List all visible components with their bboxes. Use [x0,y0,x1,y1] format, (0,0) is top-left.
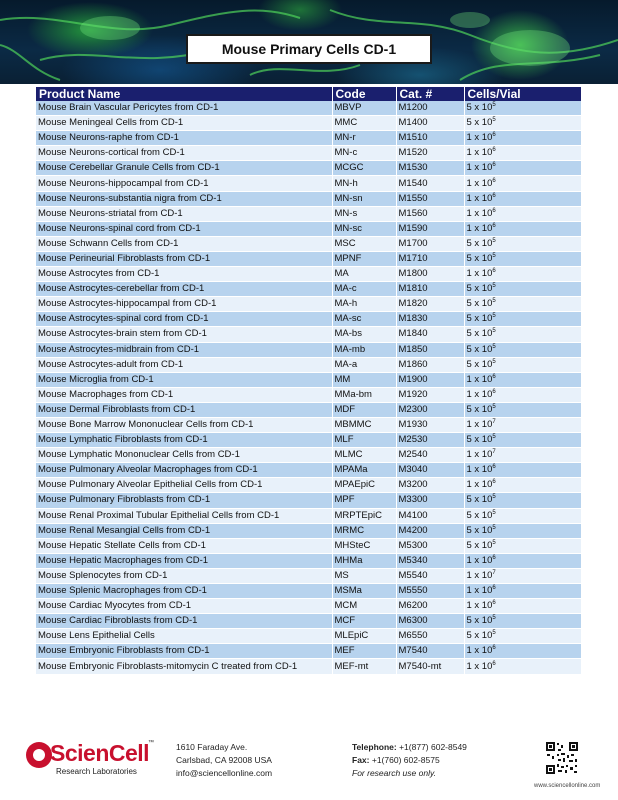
cat-number-cell: M1710 [396,251,464,266]
cat-number-cell: M6200 [396,599,464,614]
cells-per-vial-base: 1 x 10 [466,192,493,204]
table-row [36,493,581,508]
code-cell: MSC [332,236,396,251]
fax-number: +1(760) 602-8575 [371,755,440,765]
cells-per-vial-exponent: 5 [492,237,496,244]
table-row [36,297,581,312]
column-header-code: Code [332,87,396,101]
product-name-cell: Mouse Neurons-hippocampal from CD-1 [36,176,332,191]
cells-per-vial-exponent: 6 [492,207,496,214]
table-row [36,644,581,659]
column-header-cells-vial: Cells/Vial [464,87,581,101]
cells-per-vial-exponent: 5 [492,252,496,259]
code-cell: MA-h [332,297,396,312]
cells-per-vial-base: 1 x 10 [466,600,493,612]
cells-per-vial-exponent: 5 [492,509,496,516]
cells-per-vial-cell [464,327,581,342]
table-row [36,433,581,448]
code-cell: MLF [332,433,396,448]
cat-number-cell: M1810 [396,282,464,297]
code-cell: MBMMC [332,417,396,432]
code-cell: MRPTEpiC [332,508,396,523]
code-cell: MMa-bm [332,387,396,402]
cells-per-vial-exponent: 5 [492,343,496,350]
cat-number-cell: M5540 [396,568,464,583]
cells-per-vial-base: 1 x 10 [466,449,493,461]
cells-per-vial-exponent: 5 [492,615,496,622]
cells-per-vial-base: 1 x 10 [466,479,493,491]
table-row [36,101,581,116]
table-row [36,508,581,523]
cells-per-vial-exponent: 5 [492,358,496,365]
cat-number-cell: M5300 [396,538,464,553]
cells-per-vial-base: 1 x 10 [466,268,493,280]
cells-per-vial-cell [464,176,581,191]
cells-per-vial-cell [464,297,581,312]
logo-subtitle: Research Laboratories [56,767,137,776]
table-row [36,342,581,357]
cat-number-cell: M2300 [396,402,464,417]
cells-per-vial-exponent: 6 [492,645,496,652]
cells-per-vial-base: 5 x 10 [466,403,493,415]
cat-number-cell: M1830 [396,312,464,327]
cells-per-vial-cell [464,357,581,372]
cells-per-vial-exponent: 7 [492,419,496,426]
table-row [36,327,581,342]
cells-per-vial-cell [464,614,581,629]
cells-per-vial-cell [464,387,581,402]
cells-per-vial-cell [464,342,581,357]
cat-number-cell: M1540 [396,176,464,191]
product-name-cell: Mouse Astrocytes-hippocampal from CD-1 [36,297,332,312]
cells-per-vial-cell [464,221,581,236]
product-name-cell: Mouse Microglia from CD-1 [36,372,332,387]
table-row [36,599,581,614]
cells-per-vial-base: 1 x 10 [466,177,493,189]
table-row [36,206,581,221]
qr-code-icon [545,741,579,775]
code-cell: MHMa [332,553,396,568]
cat-number-cell: M1550 [396,191,464,206]
cat-number-cell: M1530 [396,161,464,176]
cells-per-vial-cell [464,161,581,176]
page-title: Mouse Primary Cells CD-1 [186,34,432,64]
cells-per-vial-base: 5 x 10 [466,615,493,627]
code-cell: MA-sc [332,312,396,327]
cat-number-cell: M6300 [396,614,464,629]
table-row [36,629,581,644]
code-cell: MN-r [332,131,396,146]
cells-per-vial-base: 5 x 10 [466,494,493,506]
cells-per-vial-cell [464,417,581,432]
cells-per-vial-cell [464,478,581,493]
cells-per-vial-cell [464,584,581,599]
header-banner [0,0,618,84]
product-name-cell: Mouse Astrocytes-midbrain from CD-1 [36,342,332,357]
cells-per-vial-cell [464,568,581,583]
cat-number-cell: M1520 [396,146,464,161]
cells-per-vial-cell [464,508,581,523]
cells-per-vial-cell [464,448,581,463]
code-cell: MM [332,372,396,387]
product-name-cell: Mouse Neurons-substantia nigra from CD-1 [36,191,332,206]
code-cell: MCF [332,614,396,629]
table-row [36,402,581,417]
cat-number-cell: M1700 [396,236,464,251]
cells-per-vial-cell [464,206,581,221]
code-cell: MDF [332,402,396,417]
product-name-cell: Mouse Neurons-cortical from CD-1 [36,146,332,161]
cells-per-vial-base: 5 x 10 [466,298,493,310]
cells-per-vial-cell [464,538,581,553]
cells-per-vial-exponent: 7 [492,569,496,576]
cells-per-vial-exponent: 6 [492,585,496,592]
cells-per-vial-cell [464,236,581,251]
code-cell: MA [332,267,396,282]
address-line-2: Carlsbad, CA 92008 USA [176,755,272,765]
logo-mark-icon [26,742,52,768]
cells-per-vial-base: 1 x 10 [466,388,493,400]
cat-number-cell: M1850 [396,342,464,357]
cells-per-vial-base: 1 x 10 [466,645,493,657]
product-name-cell: Mouse Lymphatic Mononuclear Cells from CD-1 [36,448,332,463]
cells-per-vial-cell [464,599,581,614]
table-row [36,251,581,266]
table-row [36,357,581,372]
cells-per-vial-exponent: 5 [492,630,496,637]
telephone-number: +1(877) 602-8549 [399,742,467,752]
cells-per-vial-base: 1 x 10 [466,207,493,219]
cells-per-vial-cell [464,523,581,538]
product-name-cell: Mouse Astrocytes-adult from CD-1 [36,357,332,372]
cells-per-vial-base: 5 x 10 [466,102,493,114]
table-row [36,236,581,251]
cells-per-vial-exponent: 5 [492,328,496,335]
cells-per-vial-exponent: 5 [492,494,496,501]
cells-per-vial-base: 1 x 10 [466,464,493,476]
logo-text: ScienCell [50,740,150,766]
column-header-cat: Cat. # [396,87,464,101]
contact-block [352,741,467,780]
cat-number-cell: M7540-mt [396,659,464,674]
code-cell: MPAEpiC [332,478,396,493]
cells-per-vial-base: 5 x 10 [466,524,493,536]
table-row [36,221,581,236]
cells-per-vial-cell [464,101,581,116]
code-cell: MN-sc [332,221,396,236]
code-cell: MA-mb [332,342,396,357]
product-name-cell: Mouse Neurons-striatal from CD-1 [36,206,332,221]
cat-number-cell: M3200 [396,478,464,493]
cells-per-vial-base: 1 x 10 [466,147,493,159]
product-name-cell: Mouse Pulmonary Alveolar Macrophages from CD-1 [36,463,332,478]
code-cell: MHSteC [332,538,396,553]
code-cell: MN-s [332,206,396,221]
table-row [36,478,581,493]
product-name-cell: Mouse Embryonic Fibroblasts from CD-1 [36,644,332,659]
cells-per-vial-exponent: 6 [492,132,496,139]
cells-per-vial-base: 1 x 10 [466,569,493,581]
table-row [36,387,581,402]
table-row [36,448,581,463]
website-link[interactable]: www.sciencellonline.com [534,783,601,789]
table-row [36,523,581,538]
table-row [36,176,581,191]
product-name-cell: Mouse Dermal Fibroblasts from CD-1 [36,402,332,417]
cells-per-vial-cell [464,251,581,266]
cells-per-vial-base: 1 x 10 [466,162,493,174]
code-cell: MEF-mt [332,659,396,674]
table-row [36,116,581,131]
code-cell: MPAMa [332,463,396,478]
address-line-1: 1610 Faraday Ave. [176,742,248,752]
cat-number-cell: M1200 [396,101,464,116]
product-name-cell: Mouse Cardiac Fibroblasts from CD-1 [36,614,332,629]
cells-per-vial-base: 5 x 10 [466,237,493,249]
cat-number-cell: M6550 [396,629,464,644]
table-row [36,553,581,568]
product-name-cell: Mouse Hepatic Macrophages from CD-1 [36,553,332,568]
product-name-cell: Mouse Renal Mesangial Cells from CD-1 [36,523,332,538]
cells-per-vial-base: 1 x 10 [466,373,493,385]
table-row [36,568,581,583]
code-cell: MN-c [332,146,396,161]
code-cell: MCM [332,599,396,614]
cat-number-cell: M1590 [396,221,464,236]
cat-number-cell: M4200 [396,523,464,538]
cells-per-vial-exponent: 6 [492,554,496,561]
cells-per-vial-cell [464,146,581,161]
cells-per-vial-cell [464,282,581,297]
cells-per-vial-base: 1 x 10 [466,554,493,566]
table-row [36,267,581,282]
address-block [176,741,272,780]
table-row [36,463,581,478]
cells-per-vial-exponent: 5 [492,117,496,124]
table-row [36,191,581,206]
table-row [36,312,581,327]
email-link[interactable]: info@sciencellonline.com [176,768,273,778]
cells-per-vial-base: 5 x 10 [466,328,493,340]
sciencell-logo [26,740,161,780]
cells-per-vial-cell [464,659,581,674]
product-name-cell: Mouse Splenocytes from CD-1 [36,568,332,583]
cells-per-vial-cell [464,131,581,146]
product-name-cell: Mouse Embryonic Fibroblasts-mitomycin C treated from CD-1 [36,659,332,674]
product-name-cell: Mouse Pulmonary Fibroblasts from CD-1 [36,493,332,508]
cat-number-cell: M1820 [396,297,464,312]
cells-per-vial-exponent: 5 [492,524,496,531]
cells-per-vial-exponent: 6 [492,660,496,667]
table-row [36,538,581,553]
cells-per-vial-cell [464,463,581,478]
code-cell: MBVP [332,101,396,116]
product-name-cell: Mouse Lens Epithelial Cells [36,629,332,644]
cells-per-vial-cell [464,493,581,508]
code-cell: MA-a [332,357,396,372]
cells-per-vial-exponent: 5 [492,102,496,109]
cat-number-cell: M1510 [396,131,464,146]
product-name-cell: Mouse Bone Marrow Mononuclear Cells from CD-1 [36,417,332,432]
cat-number-cell: M4100 [396,508,464,523]
cells-per-vial-base: 5 x 10 [466,117,493,129]
cat-number-cell: M1930 [396,417,464,432]
code-cell: MN-h [332,176,396,191]
table-row [36,282,581,297]
telephone-label: Telephone: [352,742,397,752]
table-row [36,146,581,161]
product-name-cell: Mouse Renal Proximal Tubular Epithelial Cells from CD-1 [36,508,332,523]
product-name-cell: Mouse Astrocytes-spinal cord from CD-1 [36,312,332,327]
product-name-cell: Mouse Astrocytes-cerebellar from CD-1 [36,282,332,297]
table-row [36,584,581,599]
product-name-cell: Mouse Astrocytes from CD-1 [36,267,332,282]
code-cell: MA-bs [332,327,396,342]
cells-per-vial-base: 1 x 10 [466,585,493,597]
cells-per-vial-cell [464,372,581,387]
cells-per-vial-exponent: 6 [492,464,496,471]
product-name-cell: Mouse Pulmonary Alveolar Epithelial Cells from CD-1 [36,478,332,493]
cells-per-vial-base: 1 x 10 [466,132,493,144]
cells-per-vial-base: 5 x 10 [466,313,493,325]
cells-per-vial-base: 5 x 10 [466,358,493,370]
cat-number-cell: M1840 [396,327,464,342]
product-name-cell: Mouse Cerebellar Granule Cells from CD-1 [36,161,332,176]
code-cell: MCGC [332,161,396,176]
cells-per-vial-exponent: 7 [492,449,496,456]
cat-number-cell: M5550 [396,584,464,599]
cells-per-vial-cell [464,267,581,282]
cells-per-vial-exponent: 6 [492,600,496,607]
cat-number-cell: M7540 [396,644,464,659]
table-row [36,417,581,432]
cells-per-vial-exponent: 6 [492,147,496,154]
cat-number-cell: M3040 [396,463,464,478]
cells-per-vial-exponent: 5 [492,298,496,305]
code-cell: MMC [332,116,396,131]
cells-per-vial-base: 1 x 10 [466,660,493,672]
product-name-cell: Mouse Neurons-raphe from CD-1 [36,131,332,146]
code-cell: MLEpiC [332,629,396,644]
cat-number-cell: M1400 [396,116,464,131]
cells-per-vial-exponent: 6 [492,222,496,229]
code-cell: MRMC [332,523,396,538]
cells-per-vial-exponent: 5 [492,539,496,546]
cells-per-vial-base: 5 x 10 [466,509,493,521]
table-row [36,372,581,387]
product-name-cell: Mouse Meningeal Cells from CD-1 [36,116,332,131]
product-name-cell: Mouse Neurons-spinal cord from CD-1 [36,221,332,236]
product-name-cell: Mouse Lymphatic Fibroblasts from CD-1 [36,433,332,448]
product-name-cell: Mouse Brain Vascular Pericytes from CD-1 [36,101,332,116]
cells-per-vial-cell [464,116,581,131]
cells-per-vial-exponent: 5 [492,403,496,410]
cat-number-cell: M1800 [396,267,464,282]
cells-per-vial-cell [464,629,581,644]
product-name-cell: Mouse Cardiac Myocytes from CD-1 [36,599,332,614]
cat-number-cell: M1900 [396,372,464,387]
cells-per-vial-exponent: 6 [492,177,496,184]
code-cell: MSMa [332,584,396,599]
cells-per-vial-exponent: 5 [492,434,496,441]
product-name-cell: Mouse Hepatic Stellate Cells from CD-1 [36,538,332,553]
table-row [36,614,581,629]
product-name-cell: Mouse Astrocytes-brain stem from CD-1 [36,327,332,342]
cells-per-vial-exponent: 5 [492,313,496,320]
cells-per-vial-cell [464,402,581,417]
cells-per-vial-base: 5 x 10 [466,343,493,355]
cells-per-vial-exponent: 6 [492,268,496,275]
cat-number-cell: M1920 [396,387,464,402]
cells-per-vial-cell [464,191,581,206]
cells-per-vial-exponent: 6 [492,192,496,199]
fax-label: Fax: [352,755,370,765]
code-cell: MN-sn [332,191,396,206]
table-row [36,659,581,674]
cells-per-vial-exponent: 6 [492,479,496,486]
cells-per-vial-base: 5 x 10 [466,630,493,642]
cells-per-vial-exponent: 6 [492,388,496,395]
cat-number-cell: M1860 [396,357,464,372]
code-cell: MLMC [332,448,396,463]
table-header-row [36,87,581,101]
code-cell: MPF [332,493,396,508]
cells-per-vial-base: 5 x 10 [466,252,493,264]
cells-per-vial-base: 5 x 10 [466,283,493,295]
cat-number-cell: M2540 [396,448,464,463]
cells-per-vial-base: 5 x 10 [466,434,493,446]
cells-per-vial-cell [464,312,581,327]
cells-per-vial-exponent: 5 [492,283,496,290]
cells-per-vial-base: 1 x 10 [466,419,493,431]
table-row [36,161,581,176]
research-use-note: For research use only. [352,768,436,778]
cat-number-cell: M1560 [396,206,464,221]
cells-per-vial-exponent: 6 [492,162,496,169]
column-header-product-name: Product Name [36,87,332,101]
product-name-cell: Mouse Splenic Macrophages from CD-1 [36,584,332,599]
cells-per-vial-cell [464,644,581,659]
cat-number-cell: M2530 [396,433,464,448]
product-table [36,87,581,675]
cells-per-vial-cell [464,553,581,568]
code-cell: MPNF [332,251,396,266]
cells-per-vial-cell [464,433,581,448]
cells-per-vial-base: 5 x 10 [466,539,493,551]
cells-per-vial-base: 1 x 10 [466,222,493,234]
table-row [36,131,581,146]
code-cell: MEF [332,644,396,659]
product-name-cell: Mouse Schwann Cells from CD-1 [36,236,332,251]
cells-per-vial-exponent: 6 [492,373,496,380]
logo-trademark: ™ [148,740,154,746]
product-name-cell: Mouse Macrophages from CD-1 [36,387,332,402]
code-cell: MA-c [332,282,396,297]
cat-number-cell: M3300 [396,493,464,508]
product-name-cell: Mouse Perineurial Fibroblasts from CD-1 [36,251,332,266]
cat-number-cell: M5340 [396,553,464,568]
code-cell: MS [332,568,396,583]
